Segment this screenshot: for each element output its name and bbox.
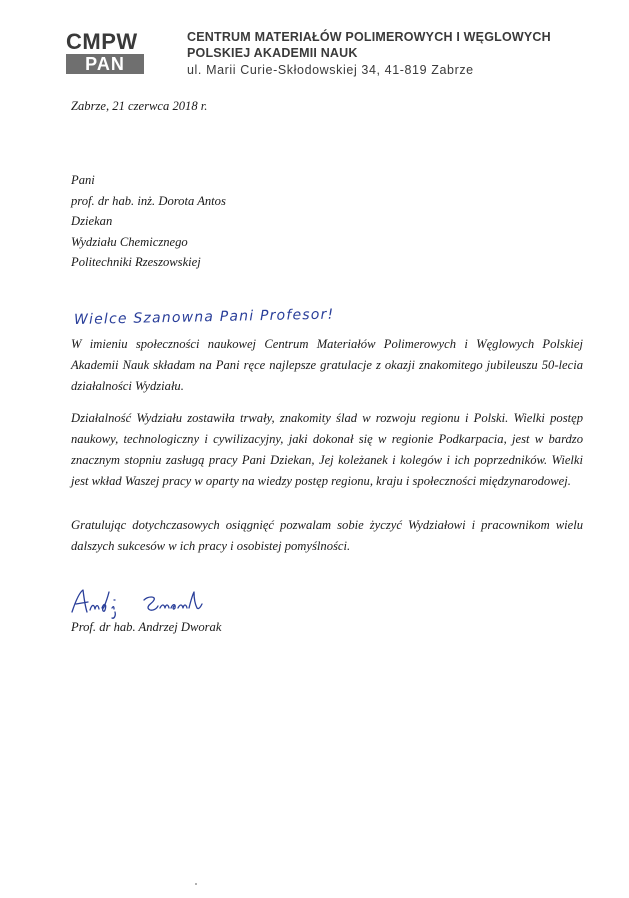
paragraph: W imieniu społeczności naukowej Centrum Materiałów Polimerowych i Węglowych Polskiej Akademii Nauk składam na Pani ręce najlepsze gratulacje z okazji znakomitego jubileuszu 50-lecia działalności Wydziału.: [71, 337, 583, 393]
recipient-line: prof. dr hab. inż. Dorota Antos: [71, 193, 226, 208]
recipient-line: Dziekan: [71, 214, 113, 228]
paragraph: Działalność Wydziału zostawiła trwały, znakomity ślad w rozwoju regionu i Polski. Wielki postęp naukowy, technologiczny i cywilizacyjny, jaki dokonał się w regionie Podkarpacia, jest w bardzo znacznym stopniu zasługą pracy Pani Dziekan, Jej koleżanek i kolegów i ich poprzedników. Wielki jest wkład Waszej pracy w oparty na wiedzy postęp regionu, kraju i społeczności międzynarodowej.: [71, 411, 583, 488]
organization-block: [187, 29, 551, 79]
logo-top-text: CMPW: [66, 29, 138, 54]
recipient-line: Pani: [71, 173, 95, 187]
recipient-line: Wydziału Chemicznego: [71, 234, 188, 249]
handwritten-greeting: Wielce Szanowna Pani Profesor!: [73, 306, 335, 328]
paragraph: Gratulując dotychczasowych osiągnięć pozwalam sobie życzyć Wydziałowi i pracownikom wielu dalszych sukcesów w ich pracy i osobistej pomyślności.: [71, 518, 583, 553]
org-name-line1: CENTRUM MATERIAŁÓW POLIMEROWYCH I WĘGLOWYCH: [187, 30, 551, 44]
recipient-block: [71, 170, 226, 273]
logo-bottom-text: PAN: [66, 54, 144, 74]
signer-name: Prof. dr hab. Andrzej Dworak: [71, 620, 222, 634]
org-name-line2: POLSKIEJ AKADEMII NAUK: [187, 46, 358, 60]
handwritten-signature: [68, 586, 228, 624]
letter-date: Zabrze, 21 czerwca 2018 r.: [71, 99, 208, 113]
recipient-line: Politechniki Rzeszowskiej: [71, 255, 201, 269]
scan-speck: [195, 883, 197, 885]
org-address: ul. Marii Curie-Skłodowskiej 34, 41-819 Zabrze: [187, 63, 474, 77]
cmpw-pan-logo: [66, 31, 146, 74]
signature-scribble: [68, 586, 228, 620]
